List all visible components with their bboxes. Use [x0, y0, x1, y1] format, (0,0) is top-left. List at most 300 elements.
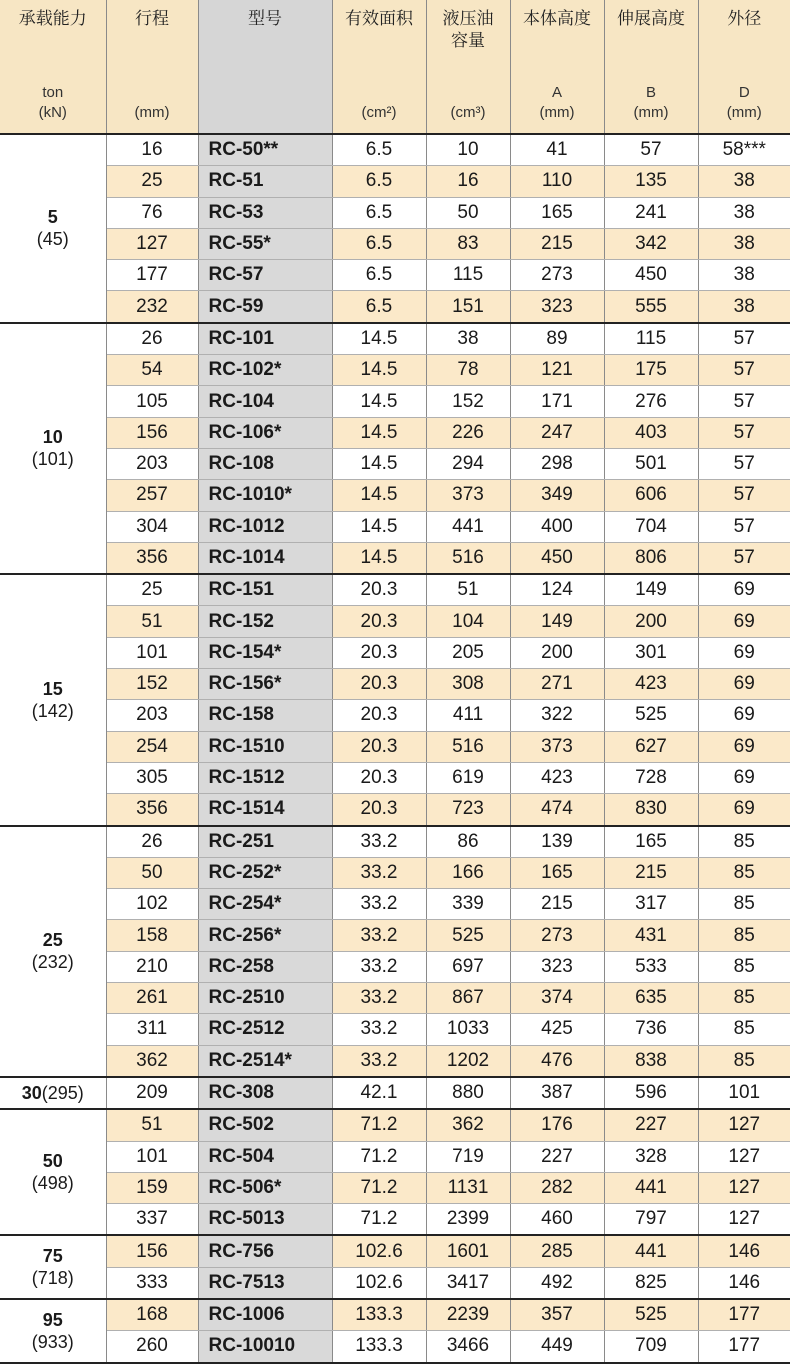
table-row: [0, 1204, 790, 1236]
table-row: [0, 1109, 790, 1141]
body-height-cell: 425: [510, 1014, 604, 1045]
oil-capacity-cell: 16: [426, 166, 510, 197]
stroke-cell: 101: [106, 1141, 198, 1172]
body-height-cell: 165: [510, 197, 604, 228]
outer-diameter-cell: 58***: [698, 134, 790, 166]
area-cell: 20.3: [332, 731, 426, 762]
outer-diameter-cell: 69: [698, 669, 790, 700]
body-height-cell: 322: [510, 700, 604, 731]
area-cell: 20.3: [332, 606, 426, 637]
oil-capacity-cell: 1033: [426, 1014, 510, 1045]
extended-height-cell: 825: [604, 1267, 698, 1299]
model-cell: RC-502: [198, 1109, 332, 1141]
model-cell: RC-10010: [198, 1331, 332, 1363]
area-cell: 6.5: [332, 134, 426, 166]
capacity-cell: [0, 134, 106, 323]
body-height-cell: 450: [510, 542, 604, 574]
model-cell: RC-51: [198, 166, 332, 197]
body-height-cell: 171: [510, 386, 604, 417]
model-cell: RC-104: [198, 386, 332, 417]
stroke-cell: 356: [106, 794, 198, 826]
extended-height-cell: 441: [604, 1235, 698, 1267]
extended-height-cell: 115: [604, 323, 698, 355]
extended-height-cell: 525: [604, 700, 698, 731]
body-height-cell: 423: [510, 762, 604, 793]
stroke-cell: 209: [106, 1077, 198, 1109]
table-row: [0, 323, 790, 355]
capacity-cell: [0, 1077, 106, 1109]
header-stroke-unit: (mm): [107, 103, 198, 123]
stroke-cell: 25: [106, 574, 198, 606]
table-row: [0, 574, 790, 606]
body-height-cell: 124: [510, 574, 604, 606]
outer-diameter-cell: 177: [698, 1299, 790, 1331]
table-row: [0, 480, 790, 511]
header-oil: [426, 0, 510, 134]
body-height-cell: 215: [510, 228, 604, 259]
model-cell: RC-504: [198, 1141, 332, 1172]
area-cell: 6.5: [332, 197, 426, 228]
model-cell: RC-1014: [198, 542, 332, 574]
oil-capacity-cell: 205: [426, 637, 510, 668]
extended-height-cell: 301: [604, 637, 698, 668]
table-row: [0, 669, 790, 700]
model-cell: RC-154*: [198, 637, 332, 668]
oil-capacity-cell: 151: [426, 291, 510, 323]
table-row: [0, 511, 790, 542]
extended-height-cell: 241: [604, 197, 698, 228]
oil-capacity-cell: 51: [426, 574, 510, 606]
outer-diameter-cell: 57: [698, 355, 790, 386]
stroke-cell: 333: [106, 1267, 198, 1299]
table-row: [0, 355, 790, 386]
outer-diameter-cell: 85: [698, 983, 790, 1014]
extended-height-cell: 606: [604, 480, 698, 511]
extended-height-cell: 149: [604, 574, 698, 606]
table-row: [0, 1014, 790, 1045]
table-row: [0, 794, 790, 826]
stroke-cell: 232: [106, 291, 198, 323]
outer-diameter-cell: 101: [698, 1077, 790, 1109]
area-cell: 6.5: [332, 291, 426, 323]
extended-height-cell: 533: [604, 951, 698, 982]
table-row: [0, 606, 790, 637]
model-cell: RC-156*: [198, 669, 332, 700]
body-height-cell: 400: [510, 511, 604, 542]
body-height-cell: 460: [510, 1204, 604, 1236]
capacity-cell: [0, 323, 106, 574]
area-cell: 33.2: [332, 857, 426, 888]
table-row: [0, 700, 790, 731]
outer-diameter-cell: 38: [698, 228, 790, 259]
area-cell: 33.2: [332, 920, 426, 951]
capacity-ton: 5: [0, 206, 106, 228]
body-height-cell: 357: [510, 1299, 604, 1331]
header-diameter-title: 外径: [699, 0, 790, 30]
area-cell: 33.2: [332, 1014, 426, 1045]
oil-capacity-cell: 104: [426, 606, 510, 637]
area-cell: 20.3: [332, 794, 426, 826]
table-row: [0, 1299, 790, 1331]
table-row: [0, 134, 790, 166]
stroke-cell: 210: [106, 951, 198, 982]
stroke-cell: 159: [106, 1172, 198, 1203]
extended-height-cell: 342: [604, 228, 698, 259]
oil-capacity-cell: 867: [426, 983, 510, 1014]
outer-diameter-cell: 38: [698, 291, 790, 323]
outer-diameter-cell: 127: [698, 1109, 790, 1141]
stroke-cell: 50: [106, 857, 198, 888]
extended-height-cell: 403: [604, 417, 698, 448]
header-oil-title-line2: 容量: [451, 31, 485, 50]
body-height-cell: 282: [510, 1172, 604, 1203]
oil-capacity-cell: 619: [426, 762, 510, 793]
oil-capacity-cell: 525: [426, 920, 510, 951]
area-cell: 20.3: [332, 574, 426, 606]
body-height-cell: 121: [510, 355, 604, 386]
outer-diameter-cell: 127: [698, 1141, 790, 1172]
header-diameter-letter: D: [739, 84, 750, 101]
extended-height-cell: 175: [604, 355, 698, 386]
model-cell: RC-251: [198, 826, 332, 858]
body-height-cell: 227: [510, 1141, 604, 1172]
extended-height-cell: 555: [604, 291, 698, 323]
area-cell: 133.3: [332, 1299, 426, 1331]
oil-capacity-cell: 441: [426, 511, 510, 542]
model-cell: RC-102*: [198, 355, 332, 386]
model-cell: RC-152: [198, 606, 332, 637]
stroke-cell: 156: [106, 1235, 198, 1267]
outer-diameter-cell: 69: [698, 606, 790, 637]
body-height-cell: 285: [510, 1235, 604, 1267]
header-height-mm: (mm): [540, 104, 575, 121]
outer-diameter-cell: 127: [698, 1204, 790, 1236]
oil-capacity-cell: 308: [426, 669, 510, 700]
oil-capacity-cell: 1601: [426, 1235, 510, 1267]
stroke-cell: 260: [106, 1331, 198, 1363]
table-row: [0, 1045, 790, 1077]
stroke-cell: 51: [106, 1109, 198, 1141]
header-capacity-unit: [0, 83, 106, 123]
outer-diameter-cell: 38: [698, 260, 790, 291]
header-area: [332, 0, 426, 134]
capacity-cell: [0, 826, 106, 1077]
outer-diameter-cell: 57: [698, 386, 790, 417]
area-cell: 102.6: [332, 1267, 426, 1299]
body-height-cell: 165: [510, 857, 604, 888]
table-row: [0, 920, 790, 951]
header-extended: [604, 0, 698, 134]
header-capacity-unit-ton: ton: [42, 84, 63, 101]
extended-height-cell: 317: [604, 889, 698, 920]
outer-diameter-cell: 38: [698, 197, 790, 228]
header-capacity-title: 承载能力: [0, 0, 106, 30]
table-row: [0, 542, 790, 574]
model-cell: RC-55*: [198, 228, 332, 259]
model-cell: RC-1512: [198, 762, 332, 793]
outer-diameter-cell: 85: [698, 920, 790, 951]
header-height-unit: [511, 83, 604, 123]
capacity-kn: (295): [42, 1083, 84, 1103]
model-cell: RC-50**: [198, 134, 332, 166]
oil-capacity-cell: 516: [426, 542, 510, 574]
header-stroke-title: 行程: [107, 0, 198, 30]
header-model: [198, 0, 332, 134]
area-cell: 33.2: [332, 826, 426, 858]
area-cell: 71.2: [332, 1204, 426, 1236]
header-oil-unit: (cm³): [427, 103, 510, 123]
stroke-cell: 177: [106, 260, 198, 291]
capacity-ton: 30: [22, 1083, 42, 1103]
area-cell: 71.2: [332, 1109, 426, 1141]
outer-diameter-cell: 177: [698, 1331, 790, 1363]
model-cell: RC-308: [198, 1077, 332, 1109]
stroke-cell: 101: [106, 637, 198, 668]
header-diameter-unit: [699, 83, 790, 123]
capacity-ton: 95: [0, 1309, 106, 1331]
oil-capacity-cell: 294: [426, 448, 510, 479]
outer-diameter-cell: 69: [698, 762, 790, 793]
model-cell: RC-101: [198, 323, 332, 355]
model-cell: RC-506*: [198, 1172, 332, 1203]
area-cell: 20.3: [332, 637, 426, 668]
extended-height-cell: 635: [604, 983, 698, 1014]
capacity-ton: 10: [0, 426, 106, 448]
oil-capacity-cell: 10: [426, 134, 510, 166]
oil-capacity-cell: 697: [426, 951, 510, 982]
body-height-cell: 298: [510, 448, 604, 479]
header-height-letter: A: [552, 84, 562, 101]
body-height-cell: 215: [510, 889, 604, 920]
stroke-cell: 356: [106, 542, 198, 574]
outer-diameter-cell: 85: [698, 857, 790, 888]
area-cell: 33.2: [332, 951, 426, 982]
body-height-cell: 387: [510, 1077, 604, 1109]
header-area-unit: (cm²): [333, 103, 426, 123]
body-height-cell: 374: [510, 983, 604, 1014]
capacity-kn: (232): [0, 951, 106, 973]
oil-capacity-cell: 226: [426, 417, 510, 448]
table-row: [0, 951, 790, 982]
stroke-cell: 261: [106, 983, 198, 1014]
model-cell: RC-254*: [198, 889, 332, 920]
model-cell: RC-5013: [198, 1204, 332, 1236]
header-capacity: [0, 0, 106, 134]
oil-capacity-cell: 1202: [426, 1045, 510, 1077]
extended-height-cell: 736: [604, 1014, 698, 1045]
area-cell: 42.1: [332, 1077, 426, 1109]
extended-height-cell: 797: [604, 1204, 698, 1236]
table-row: [0, 1235, 790, 1267]
body-height-cell: 273: [510, 260, 604, 291]
body-height-cell: 323: [510, 951, 604, 982]
stroke-cell: 156: [106, 417, 198, 448]
stroke-cell: 203: [106, 700, 198, 731]
oil-capacity-cell: 2239: [426, 1299, 510, 1331]
model-cell: RC-258: [198, 951, 332, 982]
oil-capacity-cell: 83: [426, 228, 510, 259]
capacity-kn: (45): [0, 228, 106, 250]
stroke-cell: 76: [106, 197, 198, 228]
model-cell: RC-2510: [198, 983, 332, 1014]
table-row: [0, 983, 790, 1014]
body-height-cell: 474: [510, 794, 604, 826]
table-row: [0, 889, 790, 920]
body-height-cell: 41: [510, 134, 604, 166]
model-cell: RC-252*: [198, 857, 332, 888]
extended-height-cell: 200: [604, 606, 698, 637]
header-extended-title: 伸展高度: [605, 0, 698, 30]
area-cell: 33.2: [332, 1045, 426, 1077]
model-cell: RC-53: [198, 197, 332, 228]
area-cell: 14.5: [332, 480, 426, 511]
stroke-cell: 16: [106, 134, 198, 166]
stroke-cell: 304: [106, 511, 198, 542]
table-row: [0, 1077, 790, 1109]
table-row: [0, 1141, 790, 1172]
outer-diameter-cell: 57: [698, 480, 790, 511]
capacity-kn: (498): [0, 1172, 106, 1194]
outer-diameter-cell: 69: [698, 574, 790, 606]
stroke-cell: 305: [106, 762, 198, 793]
oil-capacity-cell: 411: [426, 700, 510, 731]
oil-capacity-cell: 38: [426, 323, 510, 355]
header-capacity-unit-kn: (kN): [39, 104, 67, 121]
outer-diameter-cell: 38: [698, 166, 790, 197]
stroke-cell: 203: [106, 448, 198, 479]
outer-diameter-cell: 146: [698, 1267, 790, 1299]
body-height-cell: 273: [510, 920, 604, 951]
extended-height-cell: 627: [604, 731, 698, 762]
model-cell: RC-108: [198, 448, 332, 479]
stroke-cell: 152: [106, 669, 198, 700]
extended-height-cell: 704: [604, 511, 698, 542]
model-cell: RC-7513: [198, 1267, 332, 1299]
table-row: [0, 762, 790, 793]
table-row: [0, 448, 790, 479]
table-row: [0, 197, 790, 228]
oil-capacity-cell: 516: [426, 731, 510, 762]
header-height-title: 本体高度: [511, 0, 604, 30]
body-height-cell: 139: [510, 826, 604, 858]
extended-height-cell: 431: [604, 920, 698, 951]
outer-diameter-cell: 85: [698, 1014, 790, 1045]
header-stroke: [106, 0, 198, 134]
oil-capacity-cell: 166: [426, 857, 510, 888]
extended-height-cell: 806: [604, 542, 698, 574]
table-row: [0, 637, 790, 668]
extended-height-cell: 276: [604, 386, 698, 417]
extended-height-cell: 830: [604, 794, 698, 826]
model-cell: RC-2512: [198, 1014, 332, 1045]
stroke-cell: 51: [106, 606, 198, 637]
capacity-kn: (933): [0, 1331, 106, 1353]
outer-diameter-cell: 57: [698, 323, 790, 355]
area-cell: 20.3: [332, 700, 426, 731]
extended-height-cell: 838: [604, 1045, 698, 1077]
table-row: [0, 1331, 790, 1363]
body-height-cell: 271: [510, 669, 604, 700]
header-diameter-mm: (mm): [727, 104, 762, 121]
stroke-cell: 257: [106, 480, 198, 511]
body-height-cell: 323: [510, 291, 604, 323]
area-cell: 14.5: [332, 323, 426, 355]
body-height-cell: 200: [510, 637, 604, 668]
header-height: [510, 0, 604, 134]
extended-height-cell: 227: [604, 1109, 698, 1141]
outer-diameter-cell: 85: [698, 1045, 790, 1077]
outer-diameter-cell: 127: [698, 1172, 790, 1203]
stroke-cell: 54: [106, 355, 198, 386]
table-row: [0, 1267, 790, 1299]
header-area-title: 有效面积: [333, 0, 426, 30]
model-cell: RC-57: [198, 260, 332, 291]
stroke-cell: 311: [106, 1014, 198, 1045]
capacity-cell: [0, 1235, 106, 1299]
capacity-ton: 75: [0, 1245, 106, 1267]
capacity-ton: 50: [0, 1150, 106, 1172]
outer-diameter-cell: 85: [698, 826, 790, 858]
capacity-cell: [0, 1299, 106, 1363]
stroke-cell: 362: [106, 1045, 198, 1077]
area-cell: 133.3: [332, 1331, 426, 1363]
area-cell: 20.3: [332, 762, 426, 793]
area-cell: 14.5: [332, 355, 426, 386]
stroke-cell: 105: [106, 386, 198, 417]
oil-capacity-cell: 880: [426, 1077, 510, 1109]
model-cell: RC-2514*: [198, 1045, 332, 1077]
extended-height-cell: 423: [604, 669, 698, 700]
outer-diameter-cell: 146: [698, 1235, 790, 1267]
body-height-cell: 149: [510, 606, 604, 637]
outer-diameter-cell: 57: [698, 511, 790, 542]
outer-diameter-cell: 69: [698, 637, 790, 668]
extended-height-cell: 441: [604, 1172, 698, 1203]
outer-diameter-cell: 69: [698, 794, 790, 826]
outer-diameter-cell: 85: [698, 951, 790, 982]
header-extended-unit: [605, 83, 698, 123]
oil-capacity-cell: 3466: [426, 1331, 510, 1363]
oil-capacity-cell: 373: [426, 480, 510, 511]
area-cell: 71.2: [332, 1172, 426, 1203]
body-height-cell: 247: [510, 417, 604, 448]
table-row: [0, 417, 790, 448]
area-cell: 33.2: [332, 983, 426, 1014]
oil-capacity-cell: 115: [426, 260, 510, 291]
oil-capacity-cell: 723: [426, 794, 510, 826]
oil-capacity-cell: 339: [426, 889, 510, 920]
extended-height-cell: 596: [604, 1077, 698, 1109]
area-cell: 6.5: [332, 260, 426, 291]
table-row: [0, 386, 790, 417]
outer-diameter-cell: 69: [698, 700, 790, 731]
body-height-cell: 89: [510, 323, 604, 355]
model-cell: RC-1006: [198, 1299, 332, 1331]
table-row: [0, 731, 790, 762]
model-cell: RC-1514: [198, 794, 332, 826]
stroke-cell: 158: [106, 920, 198, 951]
oil-capacity-cell: 2399: [426, 1204, 510, 1236]
area-cell: 14.5: [332, 511, 426, 542]
header-oil-title: [427, 0, 510, 52]
header-extended-mm: (mm): [634, 104, 669, 121]
stroke-cell: 26: [106, 323, 198, 355]
body-height-cell: 449: [510, 1331, 604, 1363]
table-row: [0, 857, 790, 888]
extended-height-cell: 501: [604, 448, 698, 479]
extended-height-cell: 165: [604, 826, 698, 858]
outer-diameter-cell: 57: [698, 448, 790, 479]
